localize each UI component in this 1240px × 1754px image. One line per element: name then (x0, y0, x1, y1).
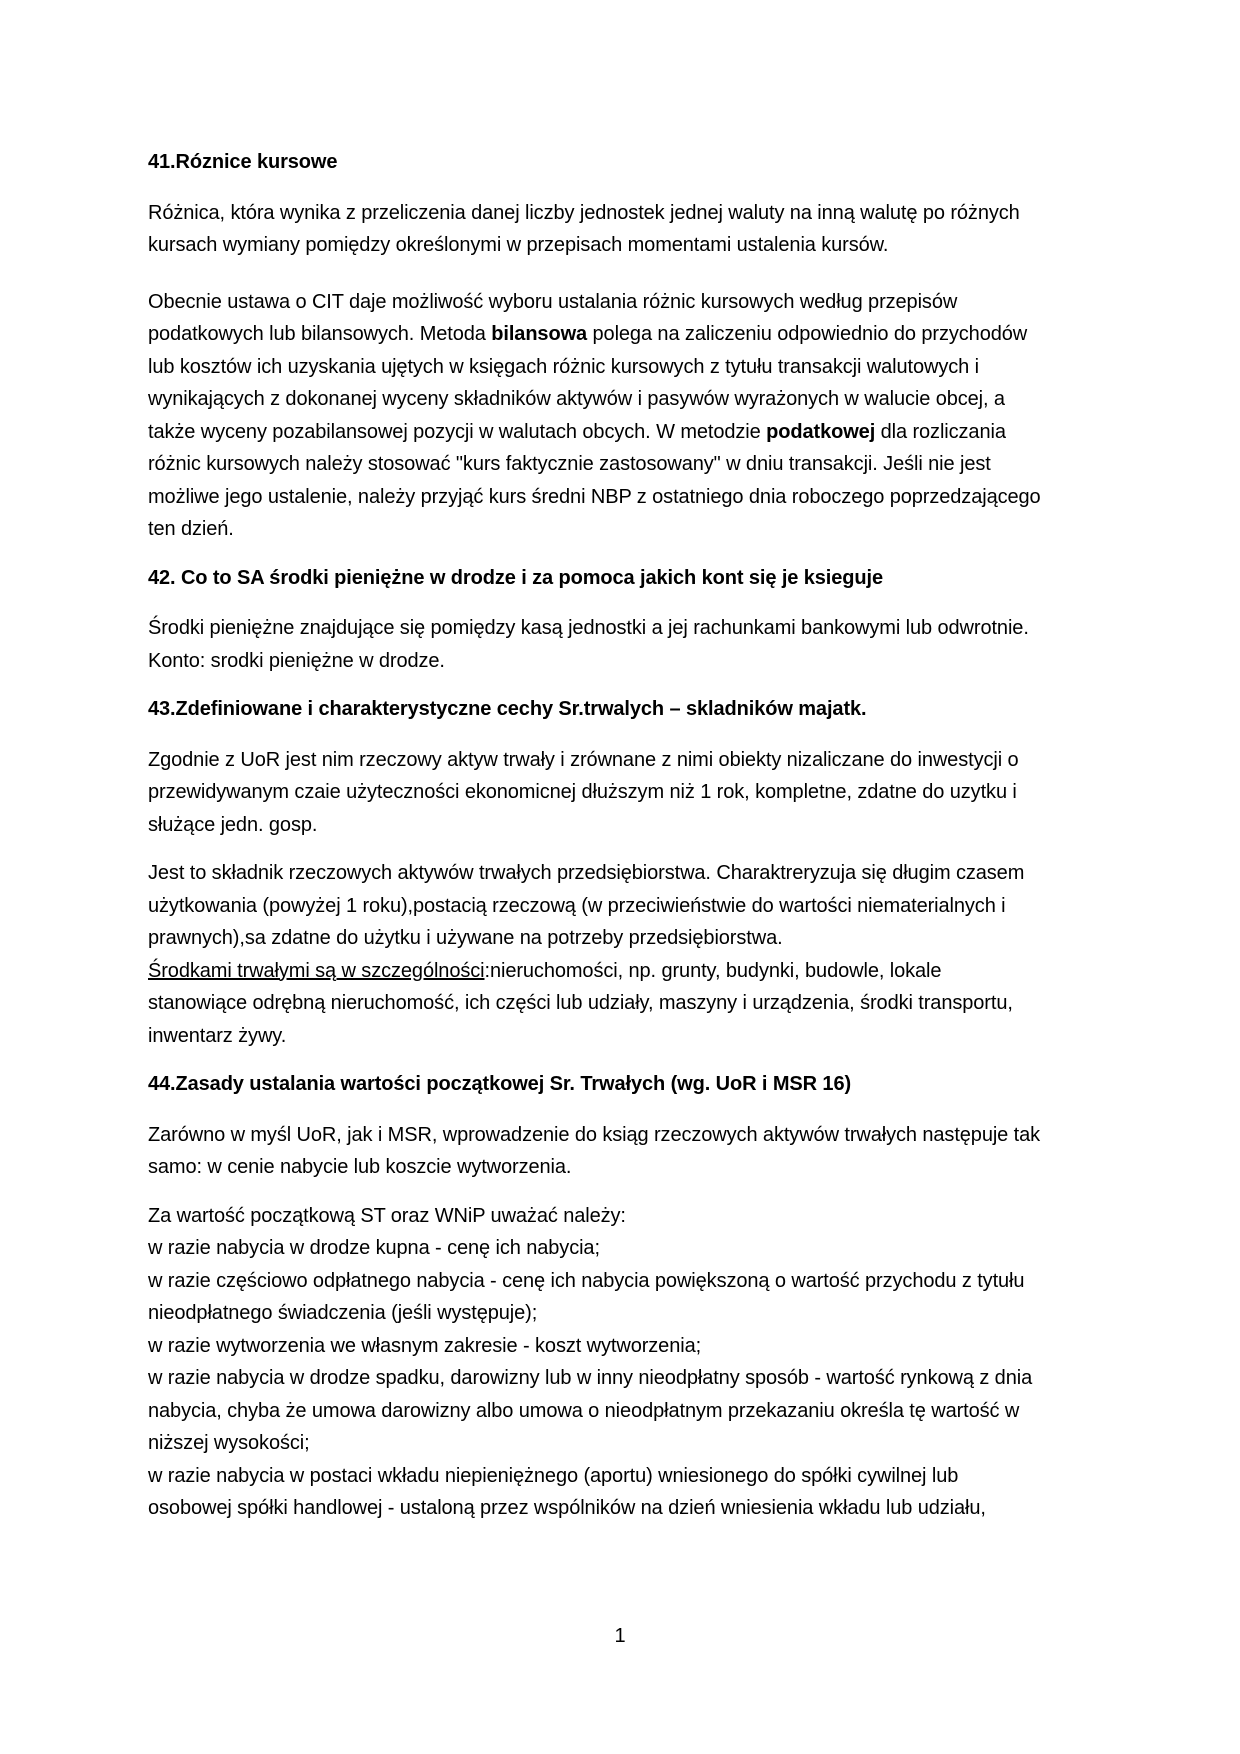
text-line: Jest to składnik rzeczowych aktywów trwałych przedsiębiorstwa. Charaktreryzuja się długim czasem (148, 862, 1025, 884)
paragraph-44-intro (148, 1119, 1098, 1184)
paragraph-43-definition (148, 744, 1098, 842)
text-line: niższej wysokości; (148, 1432, 310, 1454)
text-line (148, 318, 1098, 351)
text-line: przewidywanym czaie użyteczności ekonomicnej dłuższym niż 1 rok, kompletne, zdatne do uzytku i (148, 781, 1017, 803)
text-line: wynikających z dokonanej wyceny składników aktywów i pasywów wyrażonych w walucie obcej, a (148, 388, 1005, 410)
text-line: w razie nabycia w postaci wkładu niepieniężnego (aportu) wniesionego do spółki cywilnej lub (148, 1464, 959, 1487)
text-line: inwentarz żywy. (148, 1024, 287, 1047)
underlined-phrase: Środkami trwałymi są w szczególności (148, 959, 485, 982)
text-line: użytkowania (powyżej 1 roku),postacią rzeczową (w przeciwieństwie do wartości niematerialnych i (148, 894, 1006, 917)
text-line: lub kosztów ich uzyskania ujętych w księgach różnic kursowych z tytułu transakcji walutowych i (148, 355, 979, 378)
text-run: podatkowych lub bilansowych. Metoda (148, 323, 492, 345)
text-line: Zgodnie z UoR jest nim rzeczowy aktyw trwały i zrównane z nimi obiekty nizaliczane do inwestycji o (148, 748, 1019, 771)
bold-term-podatkowej: podatkowej (766, 420, 876, 443)
paragraph-41-methods (148, 286, 1098, 546)
text-line: nabycia, chyba że umowa darowizny albo umowa o nieodpłatnym przekazaniu określa tę wartość w (148, 1399, 1020, 1422)
text-line: Obecnie ustawa o CIT daje możliwość wyboru ustalania różnic kursowych według przepisów (148, 290, 958, 313)
text-line: Różnica, która wynika z przeliczenia danej liczby jednostek jednej waluty na inną walutę po różnych (148, 201, 1020, 224)
text-line: Za wartość początkową ST oraz WNiP uważać należy: (148, 1204, 626, 1227)
heading-41: 41.Róznice kursowe (148, 151, 338, 173)
paragraph-42 (148, 612, 1098, 677)
text-run: dla rozliczania (875, 420, 1006, 443)
text-line: różnic kursowych należy stosować "kurs faktycznie zastosowany" w dniu transakcji. Jeśli nie jest (148, 453, 991, 475)
text-run: także wyceny pozabilansowej pozycji w walutach obcych. W metodzie (148, 420, 767, 443)
page-number: 1 (614, 1625, 626, 1647)
paragraph-44-initial-value-rules (148, 1200, 1098, 1525)
text-run: :nieruchomości, np. grunty, budynki, budowle, lokale (484, 959, 942, 982)
text-line: Konto: srodki pieniężne w drodze. (148, 649, 445, 672)
text-line: Środki pieniężne znajdujące się pomiędzy kasą jednostki a jej rachunkami bankowymi lub odwrotnie. (148, 617, 1029, 639)
text-line: możliwe jego ustalenie, należy przyjąć kurs średni NBP z ostatniego dnia roboczego poprzedzającego (148, 485, 1041, 508)
paragraph-43-characteristics (148, 857, 1098, 1052)
heading-42: 42. Co to SA środki pieniężne w drodze i za pomoca jakich kont się je ksieguje (148, 566, 883, 589)
text-line: osobowej spółki handlowej - ustaloną przez wspólników na dzień wniesienia wkładu lub udziału, (148, 1497, 986, 1519)
text-line: kursach wymiany pomiędzy określonymi w przepisach momentami ustalenia kursów. (148, 234, 889, 256)
text-run: polega na zaliczeniu odpowiednio do przychodów (587, 323, 1028, 345)
text-line (148, 416, 1098, 449)
paragraph-41-definition (148, 197, 1098, 262)
text-line: prawnych),sa zdatne do użytku i używane na potrzeby przedsiębiorstwa. (148, 927, 783, 949)
text-line: w razie częściowo odpłatnego nabycia - cenę ich nabycia powiększoną o wartość przychodu z tytułu (148, 1269, 1025, 1292)
heading-43: 43.Zdefiniowane i charakterystyczne cechy Sr.trwalych – skladników majatk. (148, 698, 867, 720)
bold-term-bilansowa: bilansowa (491, 323, 588, 345)
text-line: w razie nabycia w drodze kupna - cenę ich nabycia; (148, 1237, 600, 1259)
text-line: stanowiące odrębną nieruchomość, ich części lub udziały, maszyny i urządzenia, środki transportu, (148, 992, 1013, 1014)
page-content (148, 146, 1098, 1541)
text-line: służące jedn. gosp. (148, 813, 318, 836)
heading-44: 44.Zasady ustalania wartości początkowej Sr. Trwałych (wg. UoR i MSR 16) (148, 1073, 852, 1095)
text-line: w razie wytworzenia we własnym zakresie - koszt wytworzenia; (148, 1334, 702, 1357)
text-line: samo: w cenie nabycie lub koszcie wytworzenia. (148, 1156, 572, 1178)
text-line: Zarówno w myśl UoR, jak i MSR, wprowadzenie do ksiąg rzeczowych aktywów trwałych następuje tak (148, 1123, 1041, 1146)
text-line (148, 955, 1098, 988)
text-line: nieodpłatnego świadczenia (jeśli występuje); (148, 1302, 538, 1324)
text-line: ten dzień. (148, 518, 234, 540)
text-line: w razie nabycia w drodze spadku, darowizny lub w inny nieodpłatny sposób - wartość rynkową z dnia (148, 1367, 1033, 1389)
